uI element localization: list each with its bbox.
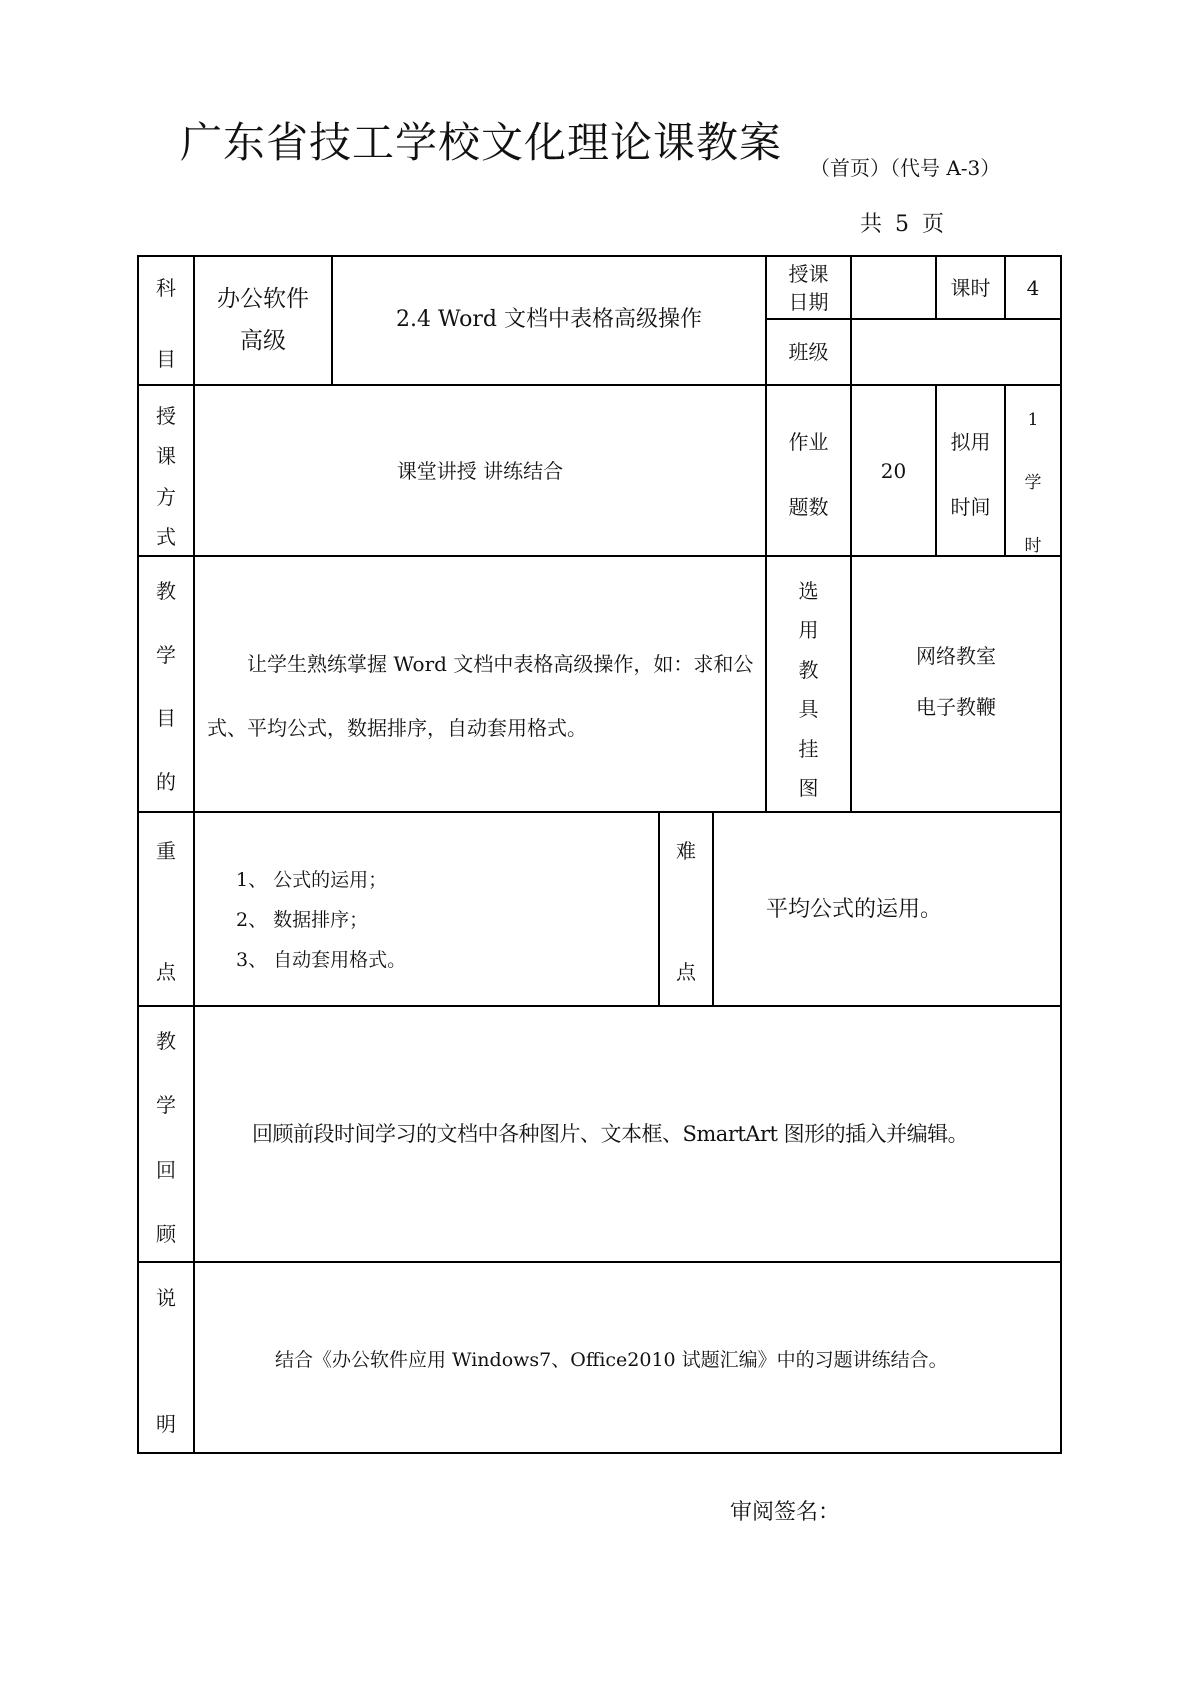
planned-time-value: 1 学 时 <box>1024 410 1042 555</box>
review-value: 回顾前段时间学习的文档中各种图片、文本框、SmartArt 图形的插入并编辑。 <box>252 1122 969 1146</box>
difficulty-value: 平均公式的运用。 <box>766 897 943 922</box>
method-label: 授 课 方 式 <box>156 404 176 549</box>
homework-label: 作业 题数 <box>788 430 829 519</box>
planned-time-label: 拟用 时间 <box>950 430 991 519</box>
list-item: 1、 公式的运用； <box>236 869 388 891</box>
subject-label: 科 目 <box>156 276 176 371</box>
list-item: 3、 自动套用格式。 <box>236 949 407 971</box>
hours-label: 课时 <box>950 275 991 300</box>
date-label: 授课 日期 <box>788 261 829 314</box>
method-value: 课堂讲授 讲练结合 <box>396 458 564 483</box>
total-pages: 共 5 页 <box>860 212 944 237</box>
date-value <box>852 257 935 318</box>
goal-value: 让学生熟练掌握 Word 文档中表格高级操作，如：求和公式、平均公式，数据排序，自动套用格式。 <box>207 652 754 740</box>
document-subtitle: （首页）（代号 A-3） <box>810 156 1001 180</box>
notes-label: 说 明 <box>156 1286 176 1436</box>
list-item: 2、 数据排序； <box>236 909 369 931</box>
subject-value: 办公软件 高级 <box>217 286 309 354</box>
key-points-label: 重 点 <box>156 839 176 984</box>
review-signature-label: 审阅签名： <box>730 1500 841 1525</box>
class-value <box>852 320 1060 384</box>
goal-label: 教 学 目 的 <box>156 579 176 794</box>
review-label: 教 学 回 顾 <box>156 1029 176 1246</box>
lesson-topic: 2.4 Word 文档中表格高级操作 <box>396 307 702 333</box>
tools-label: 选 用 教 具 挂 图 <box>798 579 819 800</box>
difficulty-label: 难 点 <box>676 839 696 984</box>
notes-value: 结合《办公软件应用 Windows7、Office2010 试题汇编》中的习题讲练结合。 <box>275 1349 948 1371</box>
hours-value: 4 <box>1026 275 1040 300</box>
homework-value: 20 <box>880 458 907 483</box>
document-title: 广东省技工学校文化理论课教案 <box>180 118 783 167</box>
key-points-list <box>236 860 406 980</box>
class-label: 班级 <box>788 340 829 364</box>
tools-value: 网络教室 电子教鞭 <box>916 644 996 719</box>
